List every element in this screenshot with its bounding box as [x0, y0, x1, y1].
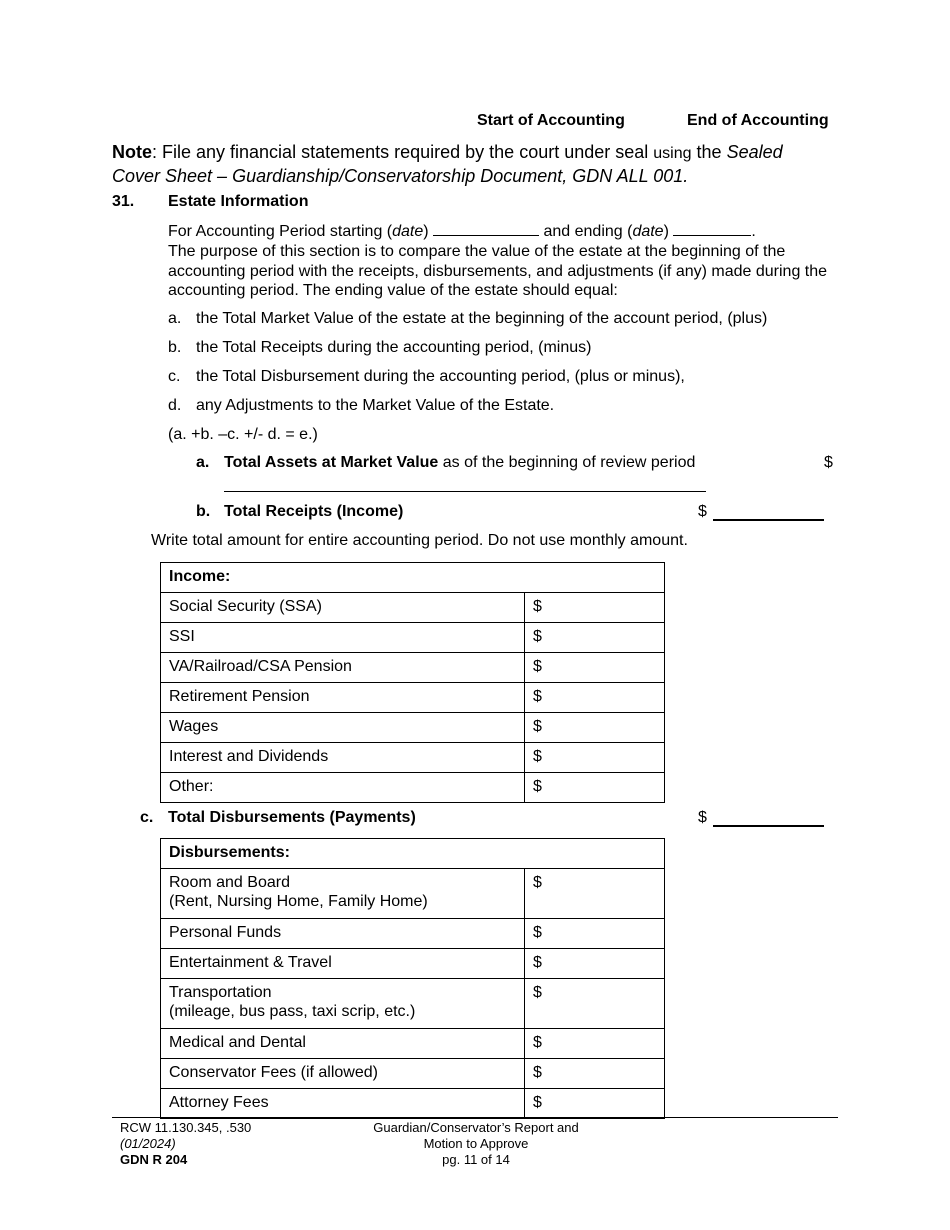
disbursements-header: Disbursements:: [161, 839, 665, 869]
income-label: Interest and Dividends: [161, 743, 525, 773]
disbursement-label: Personal Funds: [161, 919, 525, 949]
table-row: [161, 623, 665, 653]
start-of-accounting-label: Start of Accounting: [477, 112, 625, 129]
receipts-dollar-sign: $: [698, 503, 707, 520]
disbursement-amount-field[interactable]: $: [525, 1089, 665, 1119]
total-assets-label: [224, 454, 695, 472]
item-text-b: the Total Receipts during the accounting period, (minus): [196, 339, 592, 356]
item-text-a: the Total Market Value of the estate at the beginning of the account period, (plus): [196, 310, 768, 327]
total-disbursements-amount-field[interactable]: [713, 825, 824, 827]
item-letter-a: a.: [168, 310, 182, 327]
disbursement-label-main: Room and Board: [169, 874, 290, 891]
note-text: : File any financial statements required by the court under seal: [152, 142, 654, 162]
start-date-field[interactable]: [433, 221, 539, 236]
accounting-period-line: [168, 221, 756, 241]
total-assets-rest: as of the beginning of review period: [438, 454, 696, 471]
table-row: [161, 869, 665, 919]
table-row: [161, 1059, 665, 1089]
table-row: [161, 979, 665, 1029]
table-row: [161, 653, 665, 683]
disbursement-amount-field[interactable]: $: [525, 1059, 665, 1089]
disbursements-letter: c.: [140, 809, 154, 826]
period-prefix: For Accounting Period starting (: [168, 223, 393, 240]
footer-title-line2: Motion to Approve: [423, 1136, 529, 1151]
disbursements-dollar-sign: $: [698, 809, 707, 826]
income-label: Social Security (SSA): [161, 593, 525, 623]
formula: (a. +b. –c. +/- d. = e.): [168, 426, 318, 443]
disbursements-table-header-row: [161, 839, 665, 869]
total-assets-bold: Total Assets at Market Value: [224, 454, 439, 471]
income-table-header-row: [161, 563, 665, 593]
income-amount-field[interactable]: $: [525, 743, 665, 773]
period-end: .: [751, 223, 756, 240]
note-using: using: [653, 145, 692, 162]
disbursement-amount-field[interactable]: $: [525, 979, 665, 1029]
total-receipts-amount-field[interactable]: [713, 519, 824, 521]
footer-revision-date: (01/2024): [120, 1136, 176, 1151]
disbursements-table: [160, 838, 665, 1119]
section-number: 31.: [112, 193, 135, 210]
disbursement-label: Medical and Dental: [161, 1029, 525, 1059]
item-letter-c: c.: [168, 368, 181, 385]
receipts-instruction: Write total amount for entire accounting period. Do not use monthly amount.: [151, 532, 688, 549]
sealed-cover-sheet-reference: Sealed Cover Sheet – Guardianship/Conservatorship Document, GDN ALL 001.: [112, 142, 783, 186]
total-assets-amount-field[interactable]: [224, 491, 706, 492]
income-header: Income:: [161, 563, 665, 593]
income-label: Wages: [161, 713, 525, 743]
date-word-start: date: [392, 223, 424, 240]
total-disbursements-label: Total Disbursements (Payments): [168, 809, 416, 826]
note-the: the: [691, 142, 727, 162]
disbursement-label: Entertainment & Travel: [161, 949, 525, 979]
disbursement-amount-field[interactable]: $: [525, 1029, 665, 1059]
period-mid-2: ): [663, 223, 674, 240]
income-amount-field[interactable]: $: [525, 713, 665, 743]
date-word-end: date: [632, 223, 664, 240]
disbursement-label-sub: (Rent, Nursing Home, Family Home): [169, 893, 428, 910]
income-label: Retirement Pension: [161, 683, 525, 713]
footer-form-number: GDN R 204: [120, 1152, 188, 1167]
end-date-field[interactable]: [673, 221, 751, 236]
item-letter-b: b.: [168, 339, 182, 356]
income-label: SSI: [161, 623, 525, 653]
purpose-paragraph: The purpose of this section is to compare the value of the estate at the beginning of the accounting period with the receipts, disbursements, and adjustments (if any) made during the accounting period. The ending value of the estate should equal:: [168, 243, 828, 299]
table-row: [161, 773, 665, 803]
disbursement-label: [161, 979, 525, 1029]
table-row: [161, 919, 665, 949]
disbursement-amount-field[interactable]: $: [525, 869, 665, 919]
disbursement-label-main: Transportation: [169, 984, 272, 1001]
period-mid: ): [423, 223, 434, 240]
disbursement-label-sub: (mileage, bus pass, taxi scrip, etc.): [169, 1003, 416, 1020]
income-amount-field[interactable]: $: [525, 683, 665, 713]
item-letter-d: d.: [168, 397, 182, 414]
disbursement-label: Attorney Fees: [161, 1089, 525, 1119]
table-row: [161, 949, 665, 979]
disbursement-amount-field[interactable]: $: [525, 919, 665, 949]
period-and: and ending (: [539, 223, 633, 240]
assets-dollar-sign: $: [824, 454, 833, 471]
receipts-letter: b.: [196, 503, 211, 520]
end-of-accounting-label: End of Accounting: [687, 112, 829, 129]
income-amount-field[interactable]: $: [525, 623, 665, 653]
footer-rcw: RCW 11.130.345, .530: [120, 1120, 252, 1135]
table-row: [161, 1029, 665, 1059]
table-row: [161, 593, 665, 623]
item-text-d: any Adjustments to the Market Value of the Estate.: [196, 397, 555, 414]
income-amount-field[interactable]: $: [525, 773, 665, 803]
income-label: Other:: [161, 773, 525, 803]
footer-center: [346, 1120, 606, 1168]
disbursement-amount-field[interactable]: $: [525, 949, 665, 979]
footer-left: [120, 1120, 251, 1168]
assets-letter: a.: [196, 454, 210, 471]
income-amount-field[interactable]: $: [525, 593, 665, 623]
footer-page-number: pg. 11 of 14: [442, 1152, 510, 1167]
disbursement-label: Conservator Fees (if allowed): [161, 1059, 525, 1089]
table-row: [161, 713, 665, 743]
item-text-c: the Total Disbursement during the accounting period, (plus or minus),: [196, 368, 685, 385]
table-row: [161, 743, 665, 773]
note-paragraph: [112, 141, 832, 187]
table-row: [161, 1089, 665, 1119]
income-label: VA/Railroad/CSA Pension: [161, 653, 525, 683]
disbursement-label: [161, 869, 525, 919]
section-title: Estate Information: [168, 193, 309, 210]
table-row: [161, 683, 665, 713]
footer-divider: [112, 1117, 838, 1118]
income-amount-field[interactable]: $: [525, 653, 665, 683]
income-table: [160, 562, 665, 803]
note-prefix: Note: [112, 142, 152, 162]
footer-title-line1: Guardian/Conservator’s Report and: [373, 1120, 579, 1135]
total-receipts-label: Total Receipts (Income): [224, 503, 404, 520]
